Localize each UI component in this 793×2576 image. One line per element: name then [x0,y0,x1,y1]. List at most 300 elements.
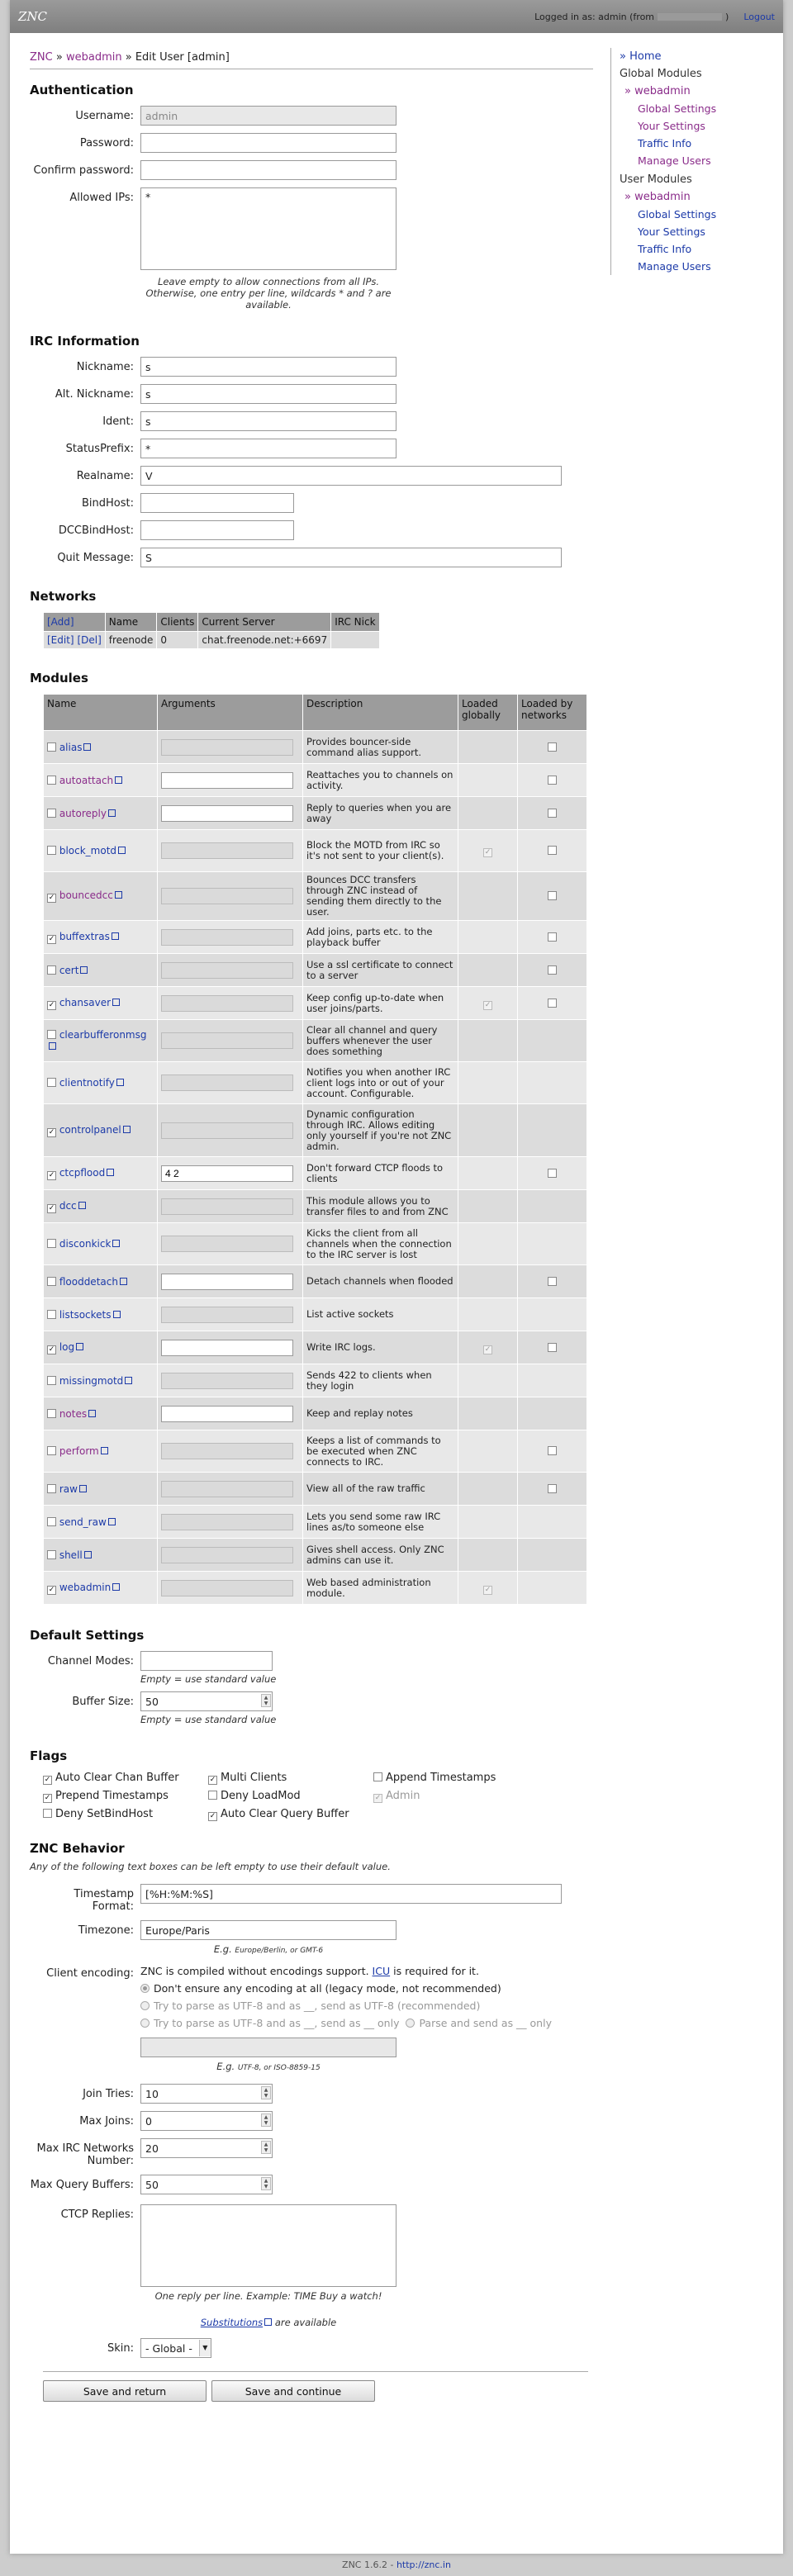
module-name[interactable]: missingmotd [59,1374,124,1387]
checkbox-icon[interactable] [548,776,557,785]
spinner-icon[interactable]: ▲ ▼ [261,2177,271,2190]
flag-item[interactable] [43,1808,208,1821]
add-network-link[interactable]: [Add] [47,616,74,628]
password-input[interactable] [140,133,396,153]
module-name[interactable]: block_motd [59,845,117,856]
checkbox-icon[interactable] [548,742,557,752]
max-joins-label: Max Joins: [79,2115,134,2128]
ctcp-textarea[interactable] [140,2204,396,2287]
checkbox-icon[interactable]: ✓ [48,1127,55,1136]
net-col-name: Name [105,613,157,632]
delete-network-link[interactable]: [Del] [77,634,102,646]
save-continue-button[interactable]: Save and continue [211,2380,375,2402]
module-name[interactable]: controlpanel [59,1123,121,1136]
module-name[interactable]: clearbufferonmsg [59,1029,147,1041]
net-col-server: Current Server [198,613,331,632]
modules-table [43,694,587,1605]
radio-icon[interactable] [140,1984,150,1993]
module-args-disabled [161,1075,293,1091]
external-link-icon[interactable] [76,1343,83,1350]
checkbox-icon[interactable] [373,1772,382,1781]
flag-item[interactable] [208,1772,373,1785]
join-tries-label: Join Tries: [83,2088,134,2100]
external-link-icon[interactable] [125,1377,132,1384]
join-tries-input[interactable] [140,2084,273,2104]
altnick-input[interactable] [140,384,396,404]
checkbox-icon[interactable] [548,1277,557,1286]
module-desc: Don't forward CTCP floods to clients [303,1157,458,1190]
module-args-input[interactable] [161,1406,293,1422]
modules-heading: Modules [30,671,88,686]
buffer-size-input[interactable] [140,1691,273,1711]
encoding-option-parse[interactable] [140,2017,570,2029]
module-desc: Web based administration module. [303,1572,458,1605]
checkbox-icon[interactable] [548,1169,557,1178]
module-args-disabled [161,1198,293,1215]
module-args-disabled [161,1236,293,1252]
module-desc: Keep and replay notes [303,1397,458,1430]
realname-input[interactable] [140,466,562,486]
table-row [44,1062,587,1104]
external-link-icon[interactable] [80,966,88,974]
module-args-disabled [161,1481,293,1497]
sidebar-user-traffic[interactable]: Traffic Info [638,243,692,255]
checkbox-icon: ✓ [484,1000,491,1009]
checkbox-icon[interactable]: ✓ [48,1585,55,1594]
flag-item[interactable] [373,1790,539,1803]
external-link-icon[interactable] [112,1583,120,1591]
checkbox-icon[interactable] [47,1409,56,1418]
breadcrumb-znc[interactable]: ZNC [30,51,53,64]
table-row [44,1157,587,1190]
checkbox-icon: ✓ [374,1794,382,1802]
net-name: freenode [105,632,157,649]
altnick-label: Alt. Nickname: [55,388,134,401]
statusprefix-label: StatusPrefix: [65,443,134,455]
module-name[interactable]: alias [59,741,83,753]
flag-item[interactable] [373,1772,539,1785]
external-link-icon[interactable] [79,1485,87,1492]
mod-col-args: Arguments [158,695,303,731]
checkbox-icon[interactable] [47,809,56,818]
checkbox-icon[interactable]: ✓ [209,1812,216,1820]
skin-select-value: - Global - [145,2341,192,2355]
external-link-icon[interactable] [108,1518,116,1525]
flags-heading: Flags [30,1748,68,1763]
checkbox-icon: ✓ [484,848,491,856]
sidebar-global-traffic[interactable]: Traffic Info [638,137,692,149]
external-link-icon[interactable] [49,1042,56,1050]
substitutions-note [140,2317,396,2328]
module-args-disabled [161,1307,293,1323]
flag-item[interactable] [43,1772,208,1785]
timestamp-label: Timestamp Format: [74,1888,134,1913]
chanmodes-label: Channel Modes: [47,1655,134,1668]
flag-label: Multi Clients [221,1772,287,1784]
quitmsg-label: Quit Message: [57,552,134,564]
checkbox-icon[interactable] [47,1030,56,1039]
table-row [44,632,380,649]
module-name[interactable]: dcc [59,1199,77,1212]
spinner-icon[interactable]: ▲ ▼ [261,2113,271,2127]
checkbox-icon[interactable] [47,1239,56,1248]
module-name[interactable]: perform [59,1445,99,1457]
checkbox-icon[interactable] [548,1484,557,1493]
external-link-icon[interactable] [118,847,126,854]
module-desc: Write IRC logs. [303,1331,458,1364]
module-args-disabled [161,1547,293,1563]
substitutions-link[interactable]: Substitutions [200,2317,264,2328]
nickname-input[interactable] [140,357,396,377]
module-name[interactable]: log [59,1340,75,1353]
spinner-icon[interactable]: ▲ ▼ [261,2086,271,2099]
encoding-option-label: Try to parse as UTF-8 and as __, send as UTF-8 (recommended) [154,2000,481,2012]
table-row [44,1104,587,1157]
timezone-hint-eg: E.g. [213,1943,232,1955]
module-args-disabled [161,1032,293,1049]
checkbox-icon[interactable]: ✓ [48,1170,55,1179]
checkbox-icon[interactable] [47,1376,56,1385]
module-desc: View all of the raw traffic [303,1473,458,1506]
table-row [44,921,587,954]
header-bar [10,0,783,33]
mod-col-networks: Loaded by networks [518,695,587,731]
bindhost-label: BindHost: [81,497,134,510]
auth-heading: Authentication [30,83,134,97]
checkbox-icon[interactable] [47,1550,56,1559]
login-info [534,12,775,22]
checkbox-icon[interactable] [47,1078,56,1087]
redacted-host [658,13,722,21]
realname-label: Realname: [76,470,134,482]
main-content [30,48,593,2402]
checkbox-icon[interactable] [47,965,56,975]
max-query-input[interactable] [140,2175,273,2194]
module-desc: Gives shell access. Only ZNC admins can use it. [303,1539,458,1572]
checkbox-icon[interactable] [47,1277,56,1286]
module-name[interactable]: autoattach [59,774,114,786]
checkbox-icon[interactable] [548,932,557,942]
checkbox-icon[interactable] [548,1343,557,1352]
checkbox-icon[interactable] [548,999,557,1008]
checkbox-icon[interactable]: ✓ [48,934,55,943]
external-link-icon[interactable] [108,809,116,817]
encoding-note [140,1965,570,1977]
module-args-input[interactable] [161,1165,293,1182]
flag-label: Prepend Timestamps [55,1790,169,1802]
breadcrumb-webadmin[interactable]: webadmin [65,51,122,64]
spinner-icon[interactable]: ▲ ▼ [261,1694,271,1707]
bindhost-input[interactable] [140,493,294,513]
breadcrumb [30,48,593,69]
max-joins-input[interactable] [140,2111,273,2131]
encoding-option-utf8[interactable] [140,2000,570,2012]
module-args-input[interactable] [161,1340,293,1356]
external-link-icon[interactable] [84,1551,92,1558]
sidebar-user-settings[interactable]: Global Settings [638,208,717,221]
mod-col-desc: Description [303,695,458,731]
sidebar [610,48,767,275]
table-row [44,1298,587,1331]
footer-version: ZNC 1.6.2 - [342,2559,394,2570]
sidebar-user-title: User Modules [620,173,692,186]
module-name[interactable]: chansaver [59,996,112,1008]
table-row [44,1430,587,1473]
net-nick [331,632,379,649]
divider [43,2371,588,2372]
table-row [44,1364,587,1397]
mod-col-name: Name [44,695,158,731]
module-args-input[interactable] [161,1274,293,1290]
module-desc: Block the MOTD from IRC so it's not sent to your client(s). [303,830,458,872]
flag-label: Deny SetBindHost [55,1808,154,1820]
checkbox-icon[interactable] [47,1517,56,1526]
flag-item[interactable] [208,1790,373,1803]
table-row [44,1190,587,1223]
module-name[interactable]: buffextras [59,930,110,942]
radio-icon[interactable] [140,2001,150,2010]
save-return-button[interactable]: Save and return [43,2380,207,2402]
allowed-ips-textarea[interactable] [140,187,396,270]
checkbox-icon[interactable]: ✓ [44,1794,51,1802]
table-row [44,872,587,921]
login-suffix: ) [725,11,729,22]
net-col-nick: IRC Nick [331,613,379,632]
checkbox-icon[interactable] [43,1809,52,1818]
module-name[interactable]: clientnotify [59,1077,115,1089]
net-clients: 0 [157,632,198,649]
module-args-disabled [161,888,293,904]
networks-table [43,612,380,649]
max-networks-input[interactable] [140,2138,273,2158]
checkbox-icon[interactable]: ✓ [48,1203,55,1212]
table-row [44,830,587,872]
module-args-input[interactable] [161,772,293,789]
net-col-clients: Clients [157,613,198,632]
flag-label: Admin [386,1790,420,1802]
skin-label: Skin: [107,2342,134,2355]
logout-link[interactable]: Logout [743,11,775,22]
module-name[interactable]: raw [59,1483,78,1495]
module-args-disabled [161,962,293,979]
module-name[interactable]: autoreply [59,807,107,819]
flag-item[interactable] [208,1808,373,1821]
radio-icon[interactable] [140,2019,150,2028]
module-name[interactable]: webadmin [59,1581,112,1593]
password-label: Password: [79,137,134,149]
module-args-disabled [161,1514,293,1530]
module-desc: Reattaches you to channels on activity. [303,764,458,797]
sidebar-user-webadmin[interactable]: » webadmin [624,191,691,203]
flag-label: Append Timestamps [386,1772,496,1784]
allowed-ips-hint-1: Leave empty to allow connections from all IPs. [157,276,380,287]
checkbox-icon[interactable]: ✓ [48,1345,55,1354]
table-row [44,1331,587,1364]
encoding-hint-example: UTF-8, or ISO-8859-15 [237,2064,321,2072]
flag-item[interactable] [43,1790,208,1803]
checkbox-icon[interactable]: ✓ [48,1000,55,1009]
chanmodes-input[interactable] [140,1651,273,1671]
sidebar-global-webadmin[interactable]: » webadmin [624,85,691,97]
timestamp-input[interactable] [140,1884,562,1904]
encoding-option-label: Don't ensure any encoding at all (legacy mode, not recommended) [154,1982,501,1995]
allowed-ips-label: Allowed IPs: [69,192,134,204]
external-link-icon[interactable] [88,1410,96,1417]
module-name[interactable]: listsockets [59,1308,112,1321]
external-link-icon[interactable] [112,999,120,1006]
external-link-icon[interactable] [120,1278,127,1285]
ctcp-label: CTCP Replies: [60,2208,134,2221]
sidebar-global-settings[interactable]: Global Settings [638,102,717,115]
module-desc: Kicks the client from all channels when the connection to the IRC server is lost [303,1223,458,1265]
module-desc: Reply to queries when you are away [303,797,458,830]
flag-label: Auto Clear Query Buffer [221,1808,349,1820]
module-desc: Use a ssl certificate to connect to a server [303,954,458,987]
table-row [44,1473,587,1506]
checkbox-icon[interactable] [47,1310,56,1319]
checkbox-icon[interactable] [548,1446,557,1455]
external-link-icon[interactable] [123,1126,131,1133]
module-name[interactable]: flooddetach [59,1275,118,1288]
net-server: chat.freenode.net:+6697 [198,632,331,649]
ident-input[interactable] [140,411,396,431]
checkbox-icon[interactable] [548,891,557,900]
checkbox-icon[interactable] [47,776,56,785]
sidebar-global-your-settings[interactable]: Your Settings [638,120,705,132]
ctcp-hint: One reply per line. Example: TIME Buy a watch! [154,2290,382,2302]
encoding-input [140,2038,396,2057]
external-link-icon[interactable] [115,776,122,784]
timezone-input[interactable] [140,1920,396,1940]
module-args-disabled [161,842,293,859]
checkbox-icon[interactable]: ✓ [48,894,55,902]
max-query-label: Max Query Buffers: [30,2179,134,2191]
module-args-disabled [161,739,293,756]
module-desc: List active sockets [303,1298,458,1331]
quitmsg-input[interactable] [140,548,562,567]
substitutions-tail: are available [274,2317,337,2328]
module-desc: Detach channels when flooded [303,1265,458,1298]
module-args-input[interactable] [161,805,293,822]
external-link-icon[interactable] [113,1311,121,1318]
edit-network-link[interactable]: [Edit] [47,634,74,646]
module-args-disabled [161,1443,293,1459]
radio-icon[interactable] [406,2019,415,2028]
footer-link[interactable]: http://znc.in [396,2559,451,2570]
encoding-option-label: Parse and send as __ only [419,2017,552,2029]
external-link-icon[interactable] [83,743,91,751]
confirm-label: Confirm password: [33,164,134,177]
encoding-hint [140,2061,396,2072]
encoding-option-label: Try to parse as UTF-8 and as __, send as __ only [154,2017,400,2029]
ident-label: Ident: [102,415,134,428]
networks-heading: Networks [30,589,97,604]
checkbox-icon[interactable] [548,809,557,818]
module-desc: Bounces DCC transfers through ZNC instead of sending them directly to the user. [303,872,458,921]
max-networks-label: Max IRC Networks Number: [36,2142,134,2167]
checkbox-icon: ✓ [484,1345,491,1354]
module-name[interactable]: bouncedcc [59,890,113,901]
checkbox-icon[interactable] [47,846,56,855]
external-link-icon[interactable] [101,1447,108,1454]
module-name[interactable]: shell [59,1549,83,1561]
dccbindhost-input[interactable] [140,520,294,540]
table-row [44,954,587,987]
module-name[interactable]: cert [59,964,79,976]
breadcrumb-current: Edit User [admin] [135,51,230,64]
table-row [44,797,587,830]
sidebar-home[interactable]: » Home [620,50,662,63]
table-row [44,1020,587,1062]
encoding-note-text: ZNC is compiled without encodings support. [140,1965,369,1977]
checkbox-icon[interactable] [208,1791,217,1800]
skin-select[interactable] [140,2338,211,2358]
external-link-icon [264,2318,272,2326]
external-link-icon[interactable] [112,932,119,940]
table-row [44,1397,587,1430]
encoding-label: Client encoding: [46,1967,134,1980]
timezone-hint-example: Europe/Berlin, or GMT-6 [235,1947,324,1955]
confirm-password-input[interactable] [140,160,396,180]
module-desc: Sends 422 to clients when they login [303,1364,458,1397]
module-name[interactable]: ctcpflood [59,1166,106,1179]
module-name[interactable]: send_raw [59,1516,107,1528]
username-input [140,106,396,126]
module-desc: Clear all channel and query buffers whenever the user does something [303,1020,458,1062]
checkbox-icon[interactable]: ✓ [209,1776,216,1784]
dccbindhost-label: DCCBindHost: [58,524,134,537]
checkbox-icon[interactable] [47,1446,56,1455]
statusprefix-input[interactable] [140,439,396,458]
external-link-icon[interactable] [78,1202,86,1209]
checkbox-icon[interactable] [548,965,557,975]
buffer-size-hint: Empty = use standard value [140,1714,277,1725]
encoding-option-legacy[interactable] [140,1982,570,1995]
breadcrumb-sep: » [55,51,63,64]
external-link-icon[interactable] [112,1240,120,1247]
checkbox-icon[interactable] [47,742,56,752]
defaults-heading: Default Settings [30,1628,145,1643]
module-name[interactable]: disconkick [59,1238,112,1250]
checkbox-icon[interactable] [47,1484,56,1493]
table-row [44,1265,587,1298]
table-row [44,1572,587,1605]
module-desc: Keep config up-to-date when user joins/parts. [303,987,458,1020]
module-desc: Lets you send some raw IRC lines as/to someone else [303,1506,458,1539]
allowed-ips-hint-2: Otherwise, one entry per line, wildcards * and ? are available. [145,287,392,311]
module-name[interactable]: notes [59,1407,88,1420]
module-desc: This module allows you to transfer files to and from ZNC [303,1190,458,1223]
external-link-icon[interactable] [107,1169,114,1176]
sidebar-global-users[interactable]: Manage Users [638,154,711,167]
username-label: Username: [75,110,134,122]
sidebar-user-users[interactable]: Manage Users [638,260,711,273]
sidebar-user-your-settings[interactable]: Your Settings [638,225,705,238]
behavior-intro: Any of the following text boxes can be left empty to use their default value. [30,1861,391,1872]
checkbox-icon[interactable] [548,846,557,855]
znc-logo[interactable]: ZNC [18,9,48,24]
module-desc: Provides bouncer-side command alias support. [303,731,458,764]
checkbox-icon[interactable]: ✓ [44,1776,51,1784]
spinner-icon[interactable]: ▲ ▼ [261,2141,271,2154]
table-row [44,1223,587,1265]
breadcrumb-sep: » [125,51,132,64]
external-link-icon[interactable] [115,891,122,899]
behavior-heading: ZNC Behavior [30,1841,125,1856]
external-link-icon[interactable] [116,1079,124,1086]
icu-link[interactable]: ICU [372,1965,391,1977]
chevron-down-icon[interactable]: ▼ [199,2340,211,2356]
